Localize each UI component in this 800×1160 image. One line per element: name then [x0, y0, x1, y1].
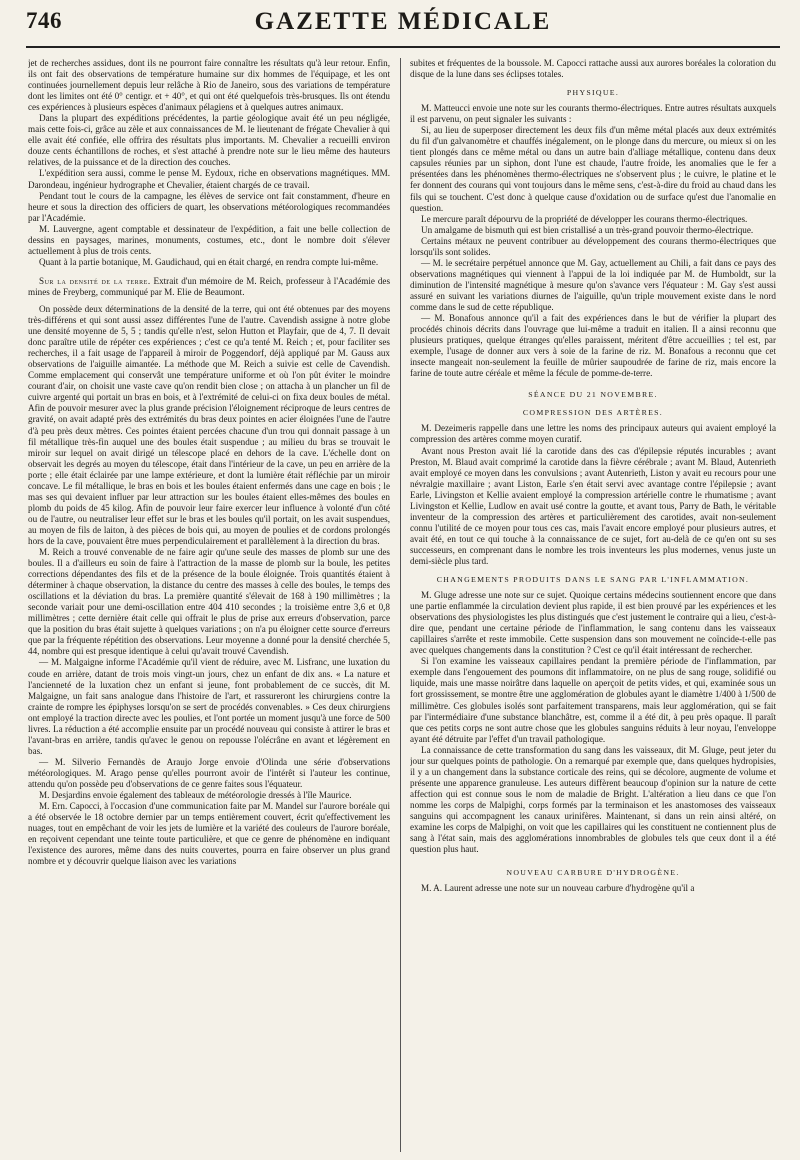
carbure-heading: NOUVEAU CARBURE D'HYDROGÈNE.: [506, 868, 680, 878]
left-paragraph: L'expédition sera aussi, comme le pense M. Eydoux, riche en observations magnétiques. MM. Darondeau, ingénieur hydrographe et Chevalier, étaient chargés de ce travail.: [28, 168, 390, 190]
densite-paragraph: — M. Silverio Fernandès de Araujo Jorge envoie d'Olinda une série d'observations météorologiques. M. Arago pense qu'elles pourront avoir de l'intérêt si l'auteur les continue, attendu qu'on possède peu d'observations de ce genre faites sous l'équateur.: [28, 756, 390, 789]
changements-heading: CHANGEMENTS PRODUITS DANS LE SANG PAR L'INFLAMMATION.: [436, 575, 750, 585]
header-rule: [26, 46, 780, 48]
journal-title: GAZETTE MÉDICALE: [254, 8, 552, 35]
left-paragraph: Pendant tout le cours de la campagne, les élèves de service ont fait constamment, d'heure en heure et sous la direction des officiers de quart, les observations météorologiques recommandées par l'Académie.: [28, 190, 390, 223]
physique-paragraph: Un amalgame de bismuth qui est bien cristallisé a un très-grand pouvoir thermo-électrique.: [421, 224, 754, 235]
column-divider: [400, 58, 401, 1152]
densite-paragraph: M. Reich a trouvé convenable de ne faire agir qu'une seule des masses de plomb sur une des boules. Il a d'ailleurs eu soin de faire à l'attraction de la masse de plomb sur la boule, les petites corrections dépendantes des fils et de la présence de la boule éloignée. Trois quantités étaient à déterminer à chaque observation, la distance du centre des masses à celle des boules, le temps des oscillations et la déviation du bras. La première quantité s'élevait de 168 à 190 millimètres ; la seconde variait pour une demi-oscillation entre 404 410 secondes ; la troisième entre 3,6 et 0,8 millimètres ; cette dernière était celle qui offrait le plus de prise aux erreurs d'observation, parce que la position du bras était sujette à quelques variations ; on n'a pu éloigner cette source d'erreurs que par la fréquente répétition des observations. Leur moyenne a donné pour la densité cherchée 5, 44, nombre qui est presque identique à celui qu'avait trouvé Cavendish.: [28, 547, 390, 657]
compression-heading: COMPRESSION DES ARTÈRES.: [522, 408, 664, 418]
left-paragraph: Dans la plupart des expéditions précédentes, la partie géologique avait été un peu négligée, mais cette fois-ci, grâce au zèle et aux connaissances de M. le lieutenant de frégate Chevalier à qui elle avait été confiée, elle offrira des résultats plus importants. M. Chevalier a recueilli environ douze cents échantillons de roches, et s'est attaché à prendre note sur le lieu même des hauteurs relatives, de la puissance et de la direction des couches.: [28, 113, 390, 168]
changements-paragraph: Si l'on examine les vaisseaux capillaires pendant la première période de l'inflammation, par exemple dans l'engouement des poumons dit inflammatoire, on ne plus de sang rouge, solidifié ou liquide, mais une masse noirâtre dans laquelle on aperçoit de petits vides, et qui, examinée sous un fort grossissement, se montre être une agglomération de globules ayant le diamètre 1/400 à 1/500 de millimètre. Ces globules isolés sont parfaitement transparens, mais leur agglomération, qui se fait par l'intermédiaire d'une substance blanchâtre, est, comme il a été dit, à peu près opaque. Il paraît que ces petits corps ne sont autre chose que les globules sanguins réduits à leur noyau, l'enveloppe ayant été détruite par l'effet d'un travail pathologique.: [410, 656, 776, 744]
page-header: [26, 8, 780, 48]
densite-heading: Sur la densité de la terre.: [39, 275, 151, 286]
densite-paragraph: On possède deux déterminations de la densité de la terre, qui ont été obtenues par des moyens très-différens et qui sont aussi assez différentes l'une de l'autre. Cavendish assigne à notre globe une densité moyenne de 5, 5 ; tandis qu'elle n'est, selon Hutton et Playfair, que de 4, 7. Il devait donc paraître utile de répéter ces expériences ; c'est ce qu'a tenté M. Reich ; et, pour faciliter ses recherches, il a fait usage de l'appareil à miroir de Poggendorf, déjà appliqué par M. Gauss aux observations de l'aiguille aimantée. La méthode que M. Reich a suivie est celle de Cavendish. Comme emplacement qui conservât une température uniforme et où l'on pût éviter le moindre courant d'air, on choisit une vaste cave qu'on rendit bien close ; on attacha à un plancher un fil de cuivre argenté qui portait un bras en bois, et à l'extrémité de celui-ci on fixa deux boules de métal. Afin de pouvoir mesurer avec la plus grande précision l'éloignement réciproque de leurs centres de gravité, on avait adapté près des extrémités du bras deux pointes en acier éloignées l'une de l'autre d'à peu près deux mètres. Ces pointes étaient percées chacune d'un trou qui donnait passage à un fil métallique très-fin auquel une des boules était suspendue ; au milieu du bras se trouvait le miroir sur lequel on avait dirigé un télescope placé en dehors de la cave. L'échelle dont on observait les degrés au moyen du télescope, était dans l'intérieur de la cave, un peu en arrière de la porte ; elle était éclairée par une lampe extérieure, et dont la lumière était réfléchie par un miroir concave. Le fil métallique, le bras en bois et les boules étaient enfermés dans une cage en bois ; le mas ses qui devaient influer par leur attraction sur les boules étaient elles-mêmes des boules en plomb du poids de 45 kilog. Afin de pouvoir leur faire exercer leur influence à volonté d'un côté ou de l'autre, ou neutraliser leur effet sur le bras et les boules qu'il portait, on les avait suspendues, au moyen de fils de laiton, à des pièces de bois qui, au moyen de poulies et de cordons prolongés hors de la cave, pouvaient être mues perpendiculairement et parallèlement à la direction du bras.: [28, 303, 390, 546]
densite-paragraph: M. Desjardins envoie également des tableaux de météorologie dressés à l'île Maurice.: [39, 790, 352, 801]
carbure-paragraph: M. A. Laurent adresse une note sur un nouveau carbure d'hydrogène qu'il a: [421, 883, 695, 894]
densite-intro-paragraph: [28, 276, 390, 298]
physique-paragraph: Si, au lieu de superposer directement les deux fils d'un même métal placés aux deux extrémités du fil d'un galvanomètre et chauffés inégalement, on le plonge dans du mercure, ou mieux si on les tient plongés dans ce même métal ou dans un autre bain d'alliage métallique, contenu dans deux capsules réunies par un siphon, dont l'une est chaude, l'autre froide, les anomalies que le fer a présentées dans les phénomènes thermo-électriques ne s'observent plus ; le cuivre, le platine et le fer donnent des courans qui vont toujours dans le même sens, c'est-à-dire du froid au chaud dans les fils qui se touchent. C'est donc à quelque cause d'oxidation ou de surface qu'est due l'anomalie en question.: [410, 125, 776, 213]
right-column: [410, 58, 776, 1152]
compression-paragraph: M. Dezeimeris rappelle dans une lettre les noms des principaux auteurs qui avaient employé la compression des artères comme moyen curatif.: [410, 423, 776, 445]
densite-intro: Extrait d'un mémoire de M. Reich, professeur à l'Académie des mines de Freyberg, communiqué par M. Elie de Beaumont.: [28, 275, 390, 297]
left-paragraph: Quant à la partie botanique, M. Gaudichaud, qui en était chargé, en rendra compte lui-même.: [39, 256, 379, 267]
physique-paragraph: — M. le secrétaire perpétuel annonce que M. Gay, actuellement au Chili, a fait dans ce pays des observations magnétiques qui viennent à l'appui de la loi indiquée par M. de Humboldt, sur la diminution de l'intensité magnétique à mesure qu'on s'avance vers l'équateur : M. Gay s'est aussi assuré en suivant les variations diurnes de l'aiguille, qu'un triple mouvement existe dans le nord comme dans le sud de cette république.: [410, 257, 776, 312]
physique-paragraph: Certains métaux ne peuvent contribuer au développement des courans thermo-électriques que lorsqu'ils sont solides.: [410, 235, 776, 257]
densite-paragraph: — M. Malgaigne informe l'Académie qu'il vient de réduire, avec M. Lisfranc, une luxation du coude en arrière, datant de trois mois vingt-un jours, chez un enfant de dix ans. « La nature et l'ancienneté de la luxation chez un enfant si jeune, font probablement de ce succès, dit M. Malgaigne, un fait sans analogue dans l'histoire de l'art, et rassureront les chirurgiens contre la crainte de rompre les épiphyses lorsqu'on se sert de procédés convenables. » Ces deux chirurgiens ont employé la traction directe avec les poulies, et l'ont portée un moment jusqu'à une force de 500 livres. La réduction a été accomplie ensuite par un procédé nouveau qui consiste à attirer le bras et l'avant-bras en arrière, tandis qu'avec le genou on repousse l'olécrâne en avant et légèrement en bas.: [28, 657, 390, 756]
page-number: 746: [26, 8, 62, 33]
left-column: [28, 58, 390, 1152]
left-continued-paragraph: jet de recherches assidues, dont ils ne pourront faire connaître les résultats qu'à leur retour. Enfin, ils ont fait des observations de température humaine sur dix hommes de l'équipage, et les ont continuées journellement depuis leur relâche à Rio de Janeiro, sous des variations de température dont les limites ont été 0° centigr. et + 40°, et qui ont été quelquefois très-brusques. Ils ont étendu ces expériences à plusieurs espèces d'animaux pélagiens et à quelques autres animaux.: [28, 58, 390, 113]
changements-paragraph: La connaissance de cette transformation du sang dans les vaisseaux, dit M. Gluge, peut jeter du jour sur quelques points de pathologie. On a remarqué par exemple que, dans quelques hydropisies, il y a un changement dans la substance corticale des reins, qui se décolore, augmente de volume et présente une apparence granuleuse. Les auteurs diffèrent beaucoup d'opinion sur la nature de cette affection qui est connue sous le nom de maladie de Bright. L'altération a lieu dans ce que l'on nomme les corps de Malpighi, corps formés par la terminaison et les anastomoses des vaisseaux sanguins qui accompagnent les canaux urinifères. Maintenant, si dans un rein ainsi altéré, on examine les corps de Malpighi, on voit que les capillaires qui les constituent ne contiennent plus de sang à l'état sain, mais des agglomérations innombrables de globules tels que ceux dont il a été question plus haut.: [410, 744, 776, 855]
right-continued-paragraph: subites et fréquentes de la boussole. M. Capocci rattache aussi aux aurores boréales la coloration du disque de la lune dans ses éclipses totales.: [410, 58, 776, 80]
densite-paragraph: M. Ern. Capocci, à l'occasion d'une communication faite par M. Mandel sur l'aurore boréale qui a été observée le 18 octobre dernier par un temps entièrement couvert, écrit qu'effectivement les nuages, tout en empêchant de voir les jets de lumière et la variété des couleurs de l'aurore boréale, en reçoivent cependant une teinte toute particulière, et que ce genre de phénomène en indiquant l'existence des aurores, même dans des nuits couvertes, pourra en faire observer un plus grand nombre et y découvrir quelque liaison avec les variations: [28, 801, 390, 867]
physique-paragraph: M. Matteucci envoie une note sur les courants thermo-électriques. Entre autres résultats auxquels il est parvenu, on peut signaler les suivants :: [410, 103, 776, 125]
changements-paragraph: M. Gluge adresse une note sur ce sujet. Quoique certains médecins soutiennent encore que dans une partie enflammée la circulation devient plus rapide, il est bien prouvé par les expériences et les observations des physiologistes les plus distingués que c'est justement le contraire qui a lieu, c'est-à-dire que, pendant une certaine période de l'inflammation, le sang contenu dans les vaisseaux capillaires s'arrête et reste immobile. Cette suspension dans son mouvement ne coïncide-t-elle pas avec quelques changements dans la constitution ? C'est ce qu'il était intéressant de rechercher.: [410, 590, 776, 656]
compression-paragraph: Avant nous Preston avait lié la carotide dans des cas d'épilepsie réputés incurables ; avant Preston, M. Blaud avait comprimé la carotide dans la fièvre cérébrale ; avant M. Blaud, Autenrieth avait employé ce moyen dans les convulsions ; avant Autenrieth, Liston y avait eu recours pour une névralgie maxillaire ; avant Liston, Earle s'en était servi avec avantage contre l'épilepsie ; avant Earle, Livingston et Kellie avaient employé la compression artérielle contre le rhumatisme ; avant Livingston et Kellie, Ludlow en avait usé contre la goutte, et avant tous, Parry de Bath, le véritable inventeur de la compression des artères et particulièrement des carotides, avait non-seulement connu l'utilité de ce moyen pour tous ces cas, mais l'avait encore employé pour plusieurs autres, et avait été, en tout ce qui touche à la connaissance de ce sujet, fort au-delà de ce qu'en ont su ses successeurs, en comprenant dans le nombre les trois inventeurs les plus modernes, venus juste un demi-siècle plus tard.: [410, 445, 776, 566]
seance-heading: SÉANCE DU 21 NOVEMBRE.: [528, 390, 658, 400]
physique-heading: PHYSIQUE.: [566, 88, 620, 98]
left-paragraph: M. Lauvergne, agent comptable et dessinateur de l'expédition, a fait une belle collection de dessins en paysages, marines, monuments, costumes, etc., dont le nombre doit s'élever actuellement à plus de trois cents.: [28, 223, 390, 256]
physique-paragraph: Le mercure paraît dépourvu de la propriété de développer les courans thermo-électriques.: [421, 213, 748, 224]
physique-paragraph: — M. Bonafous annonce qu'il a fait des expériences dans le but de vérifier la plupart des procédés chinois décrits dans l'ouvrage que lui-même a traduit en italien. Il a ainsi reconnu que plusieurs pratiques, quelque étranges qu'elles paraissent, méritent d'être accueillies ; tel est, par exemple, l'usage de donner aux vers à soie de la farine de riz. M. Bonafous a reconnu que cet insecte mangeait non-seulement la feuille de mûrier saupoudrée de farine de riz, mais encore la farine de toute autre céréale et même la fécule de pomme-de-terre.: [410, 313, 776, 379]
